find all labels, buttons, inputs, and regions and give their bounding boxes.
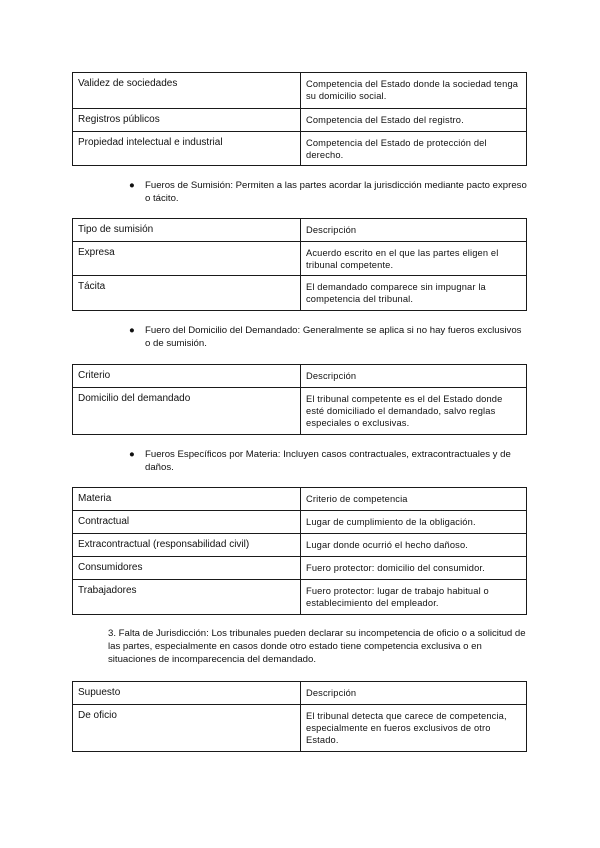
- table-sumision: [72, 218, 527, 311]
- bullet-icon: ●: [129, 325, 135, 336]
- table-cell: El tribunal detecta que carece de competencia, especialmente en fueros exclusivos de otro Estado.: [301, 705, 527, 752]
- table-domicilio: [72, 364, 527, 435]
- table-cell: Fuero protector: lugar de trabajo habitual o establecimiento del empleador.: [301, 580, 527, 615]
- table-cell: Trabajadores: [73, 580, 301, 615]
- table-cell: El demandado comparece sin impugnar la competencia del tribunal.: [301, 276, 527, 311]
- table-header-cell: Criterio de competencia: [301, 488, 527, 511]
- table-falta: [72, 681, 527, 752]
- table-materia: [72, 487, 527, 615]
- table-cell: Consumidores: [73, 557, 301, 580]
- table-header-cell: Materia: [73, 488, 301, 511]
- table-row: [73, 73, 527, 109]
- bullet-domicilio: [129, 324, 529, 350]
- table-validez: [72, 72, 527, 166]
- bullet-icon: ●: [129, 449, 135, 460]
- bullet-materia: [129, 448, 529, 474]
- table-cell: Domicilio del demandado: [73, 388, 301, 435]
- table-header-cell: Criterio: [73, 365, 301, 388]
- table-row: [73, 511, 527, 534]
- table-header-cell: Tipo de sumisión: [73, 219, 301, 242]
- table-cell: Propiedad intelectual e industrial: [73, 132, 301, 166]
- table-row: [73, 242, 527, 276]
- table-header-row: [73, 365, 527, 388]
- table-cell: Contractual: [73, 511, 301, 534]
- table-cell: Lugar de cumplimiento de la obligación.: [301, 511, 527, 534]
- table-cell: Validez de sociedades: [73, 73, 301, 109]
- table-row: [73, 534, 527, 557]
- table-header-row: [73, 488, 527, 511]
- table-cell: Competencia del Estado del registro.: [301, 109, 527, 132]
- table-header-cell: Descripción: [301, 219, 527, 242]
- table-header-row: [73, 682, 527, 705]
- table-cell: Tácita: [73, 276, 301, 311]
- table-header-cell: Descripción: [301, 682, 527, 705]
- bullet-icon: ●: [129, 180, 135, 191]
- table-cell: Extracontractual (responsabilidad civil): [73, 534, 301, 557]
- table-cell: Fuero protector: domicilio del consumidor.: [301, 557, 527, 580]
- table-row: [73, 580, 527, 615]
- table-header-cell: Descripción: [301, 365, 527, 388]
- table-header-row: [73, 219, 527, 242]
- table-row: [73, 132, 527, 166]
- table-row: [73, 557, 527, 580]
- bullet-sumision: [129, 179, 529, 205]
- table-cell: Registros públicos: [73, 109, 301, 132]
- bullet-text: Fueros de Sumisión: Permiten a las partes acordar la jurisdicción mediante pacto expreso o tácito.: [145, 180, 527, 204]
- table-cell: Competencia del Estado de protección del derecho.: [301, 132, 527, 166]
- table-row: [73, 388, 527, 435]
- table-cell: Competencia del Estado donde la sociedad tenga su domicilio social.: [301, 73, 527, 109]
- table-cell: De oficio: [73, 705, 301, 752]
- bullet-text: Fuero del Domicilio del Demandado: Generalmente se aplica si no hay fueros exclusivos o de sumisión.: [145, 325, 522, 349]
- table-cell: El tribunal competente es el del Estado donde esté domiciliado el demandado, salvo reglas especiales o exclusivas.: [301, 388, 527, 435]
- table-cell: Acuerdo escrito en el que las partes eligen el tribunal competente.: [301, 242, 527, 276]
- table-cell: Expresa: [73, 242, 301, 276]
- table-header-cell: Supuesto: [73, 682, 301, 705]
- table-row: [73, 109, 527, 132]
- table-row: [73, 276, 527, 311]
- paragraph-falta-jurisdiccion: 3. Falta de Jurisdicción: Los tribunales pueden declarar su incompetencia de oficio o a solicitud de las partes, especialmente en casos donde otro estado tiene competencia exclusiva o en situaciones de incomparecencia del demandado.: [108, 628, 526, 665]
- table-cell: Lugar donde ocurrió el hecho dañoso.: [301, 534, 527, 557]
- bullet-text: Fueros Específicos por Materia: Incluyen casos contractuales, extracontractuales y de daños.: [145, 449, 511, 473]
- table-row: [73, 705, 527, 752]
